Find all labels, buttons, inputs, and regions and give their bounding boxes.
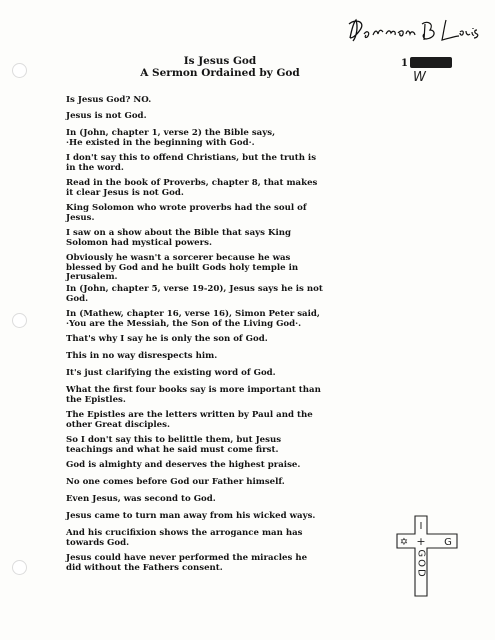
- paragraph: Is Jesus God? NO.: [66, 95, 152, 105]
- page-number: 1: [401, 58, 408, 69]
- paragraph: And his crucifixion shows the arrogance man has towards God.: [66, 528, 303, 548]
- paragraph: In (John, chapter 5, verse 19-20), Jesus says he is not God.: [66, 284, 323, 304]
- paragraph: So I don't say this to belittle them, but Jesus teachings and what he said must come first.: [66, 435, 282, 455]
- paragraph: Even Jesus, was second to God.: [66, 494, 216, 504]
- cross-center-mark: +: [416, 535, 426, 548]
- paragraph: That's why I say he is only the son of God.: [66, 334, 268, 344]
- paragraph: Read in the book of Proverbs, chapter 8, that makes it clear Jesus is not God.: [66, 178, 318, 198]
- paragraph: Jesus is not God.: [66, 111, 147, 121]
- paragraph: What the first four books say is more important than the Epistles.: [66, 385, 321, 405]
- paragraph: I saw on a show about the Bible that says King Solomon had mystical powers.: [66, 228, 291, 248]
- paragraph: Obviously he wasn't a sorcerer because he was blessed by God and he built Gods holy temple in Jerusalem.: [66, 253, 299, 283]
- cross-right-letter: G: [444, 537, 452, 548]
- page-title: Is Jesus God: [183, 55, 257, 67]
- page-subtitle: A Sermon Ordained by God: [140, 67, 300, 79]
- cross-top-letter: I: [419, 521, 423, 532]
- paragraph: No one comes before God our Father himself.: [66, 477, 285, 487]
- paragraph: In (Mathew, chapter 16, verse 16), Simon Peter said, ·You are the Messiah, the Son of the Living God·.: [66, 309, 320, 329]
- hand-drawn-cross: [393, 514, 461, 598]
- paragraph: Jesus came to turn man away from his wicked ways.: [66, 511, 316, 521]
- paragraph: Jesus could have never performed the miracles he did without the Fathers consent.: [66, 553, 308, 573]
- punch-hole: [12, 63, 27, 78]
- redaction-mark: [410, 57, 452, 68]
- paragraph: In (John, chapter 1, verse 2) the Bible says, ·He existed in the beginning with God·.: [66, 128, 276, 148]
- punch-hole: [12, 313, 27, 328]
- handwritten-signature: [346, 14, 481, 48]
- paragraph: This in no way disrespects him.: [66, 351, 218, 361]
- paragraph: God is almighty and deserves the highest praise.: [66, 460, 301, 470]
- handwritten-w: W: [413, 70, 426, 85]
- star-of-david-icon: ✡: [399, 537, 409, 548]
- punch-hole: [12, 560, 27, 575]
- cross-bottom-word: GOD: [415, 549, 427, 579]
- paragraph: King Solomon who wrote proverbs had the soul of Jesus.: [66, 203, 307, 223]
- paragraph: I don't say this to offend Christians, but the truth is in the word.: [66, 153, 317, 173]
- paragraph: It's just clarifying the existing word of God.: [66, 368, 276, 378]
- paragraph: The Epistles are the letters written by Paul and the other Great disciples.: [66, 410, 313, 430]
